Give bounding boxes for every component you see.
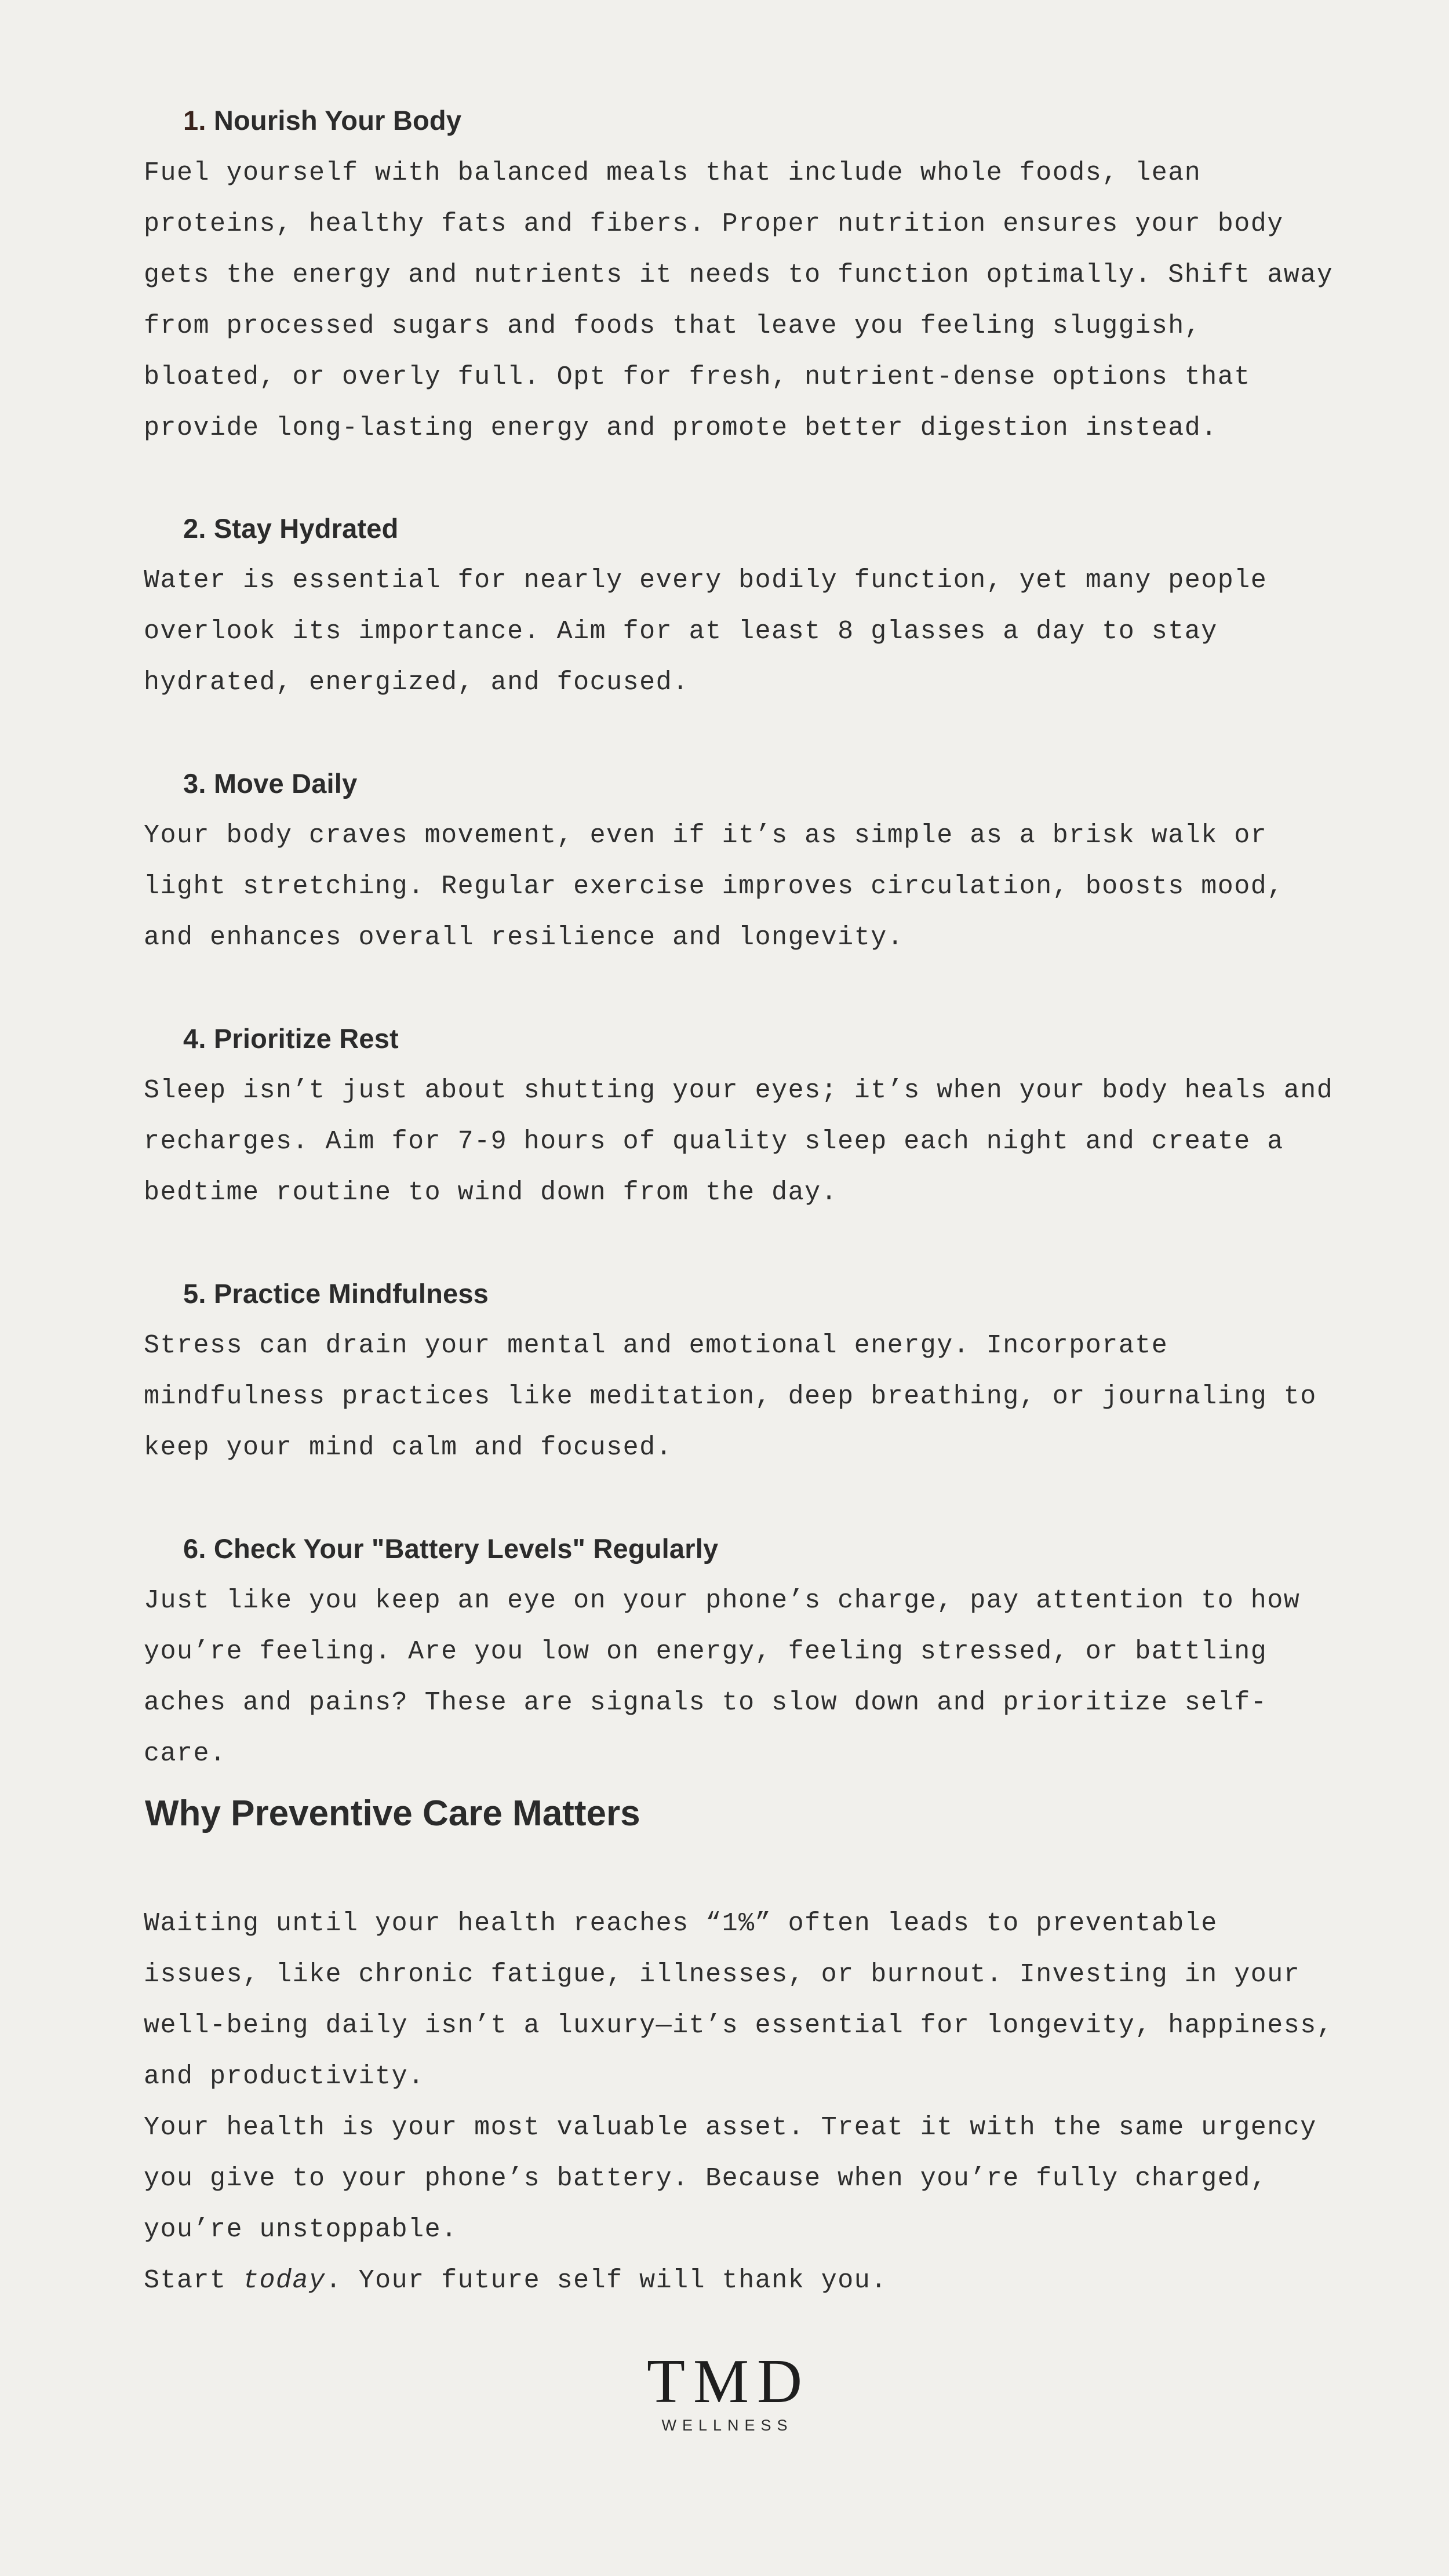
section-body-5: Stress can drain your mental and emotional energy. Incorporate mindfulness practices like meditation, deep breathing, or journaling to keep your mind calm and focused.: [144, 1331, 1317, 1462]
section-title-1: Nourish Your Body: [213, 105, 462, 136]
section-number-1: 1.: [183, 105, 206, 136]
section-heading-3: [183, 770, 357, 797]
section-number-2: 2.: [183, 513, 206, 544]
section-number-4: 4.: [183, 1023, 206, 1054]
section-title-3: Move Daily: [213, 768, 358, 799]
section-number-3: 3.: [183, 768, 206, 799]
section-number-6: 6.: [183, 1533, 206, 1564]
closing-line: [144, 2255, 1349, 2306]
section-body-6: Just like you keep an eye on your phone’s charge, pay attention to how you’re feeling. Are you low on energy, feeling stressed, or battling aches and pains? These are signals to slow down and prioritize self-care.: [144, 1586, 1301, 1769]
tmd-wellness-logo: [609, 2347, 840, 2435]
closing-start: Start: [144, 2266, 227, 2295]
preventive-heading: Why Preventive Care Matters: [145, 1793, 640, 1833]
section-body-1: Fuel yourself with balanced meals that include whole foods, lean proteins, healthy fats and fibers. Proper nutrition ensures your body gets the energy and nutrients it needs to function optimally. Shift away from processed sugars and foods that leave you feeling sluggish, bloated, or overly full. Opt for fresh, nutrient-dense options that provide long-lasting energy and promote better digestion instead.: [144, 158, 1334, 443]
section-title-6: Check Your "Battery Levels" Regularly: [213, 1533, 719, 1564]
section-title-4: Prioritize Rest: [213, 1023, 399, 1054]
closing-end: . Your future self will thank you.: [325, 2266, 887, 2295]
logo-mark: TMD: [647, 2347, 810, 2416]
logo-subtitle: WELLNESS: [661, 2417, 793, 2434]
preventive-paragraph-2: Your health is your most valuable asset. Treat it with the same urgency you give to your phone’s battery. Because when you’re fully charged, you’re unstoppable.: [144, 2113, 1317, 2244]
section-heading-4: [183, 1025, 399, 1052]
closing-emphasis: today: [243, 2266, 326, 2295]
section-body-2: Water is essential for nearly every bodily function, yet many people overlook its importance. Aim for at least 8 glasses a day to stay hydrated, energized, and focused.: [144, 566, 1268, 697]
section-body-3: Your body craves movement, even if it’s as simple as a brisk walk or light stretching. Regular exercise improves circulation, boosts mood, and enhances overall resilience and longevity.: [144, 821, 1284, 952]
section-number-5: 5.: [183, 1278, 206, 1309]
section-heading-6: [183, 1535, 718, 1562]
section-heading-1: [183, 107, 461, 134]
preventive-paragraph-1: Waiting until your health reaches “1%” often leads to preventable issues, like chronic fatigue, illnesses, or burnout. Investing in your well-being daily isn’t a luxury—it’s essential for longevity, happiness, and productivity.: [144, 1909, 1334, 2091]
section-title-2: Stay Hydrated: [213, 513, 399, 544]
section-heading-5: [183, 1280, 489, 1307]
section-title-5: Practice Mindfulness: [213, 1278, 489, 1309]
section-heading-2: [183, 515, 399, 542]
section-body-4: Sleep isn’t just about shutting your eyes; it’s when your body heals and recharges. Aim for 7-9 hours of quality sleep each night and create a bedtime routine to wind down from the day.: [144, 1076, 1334, 1207]
